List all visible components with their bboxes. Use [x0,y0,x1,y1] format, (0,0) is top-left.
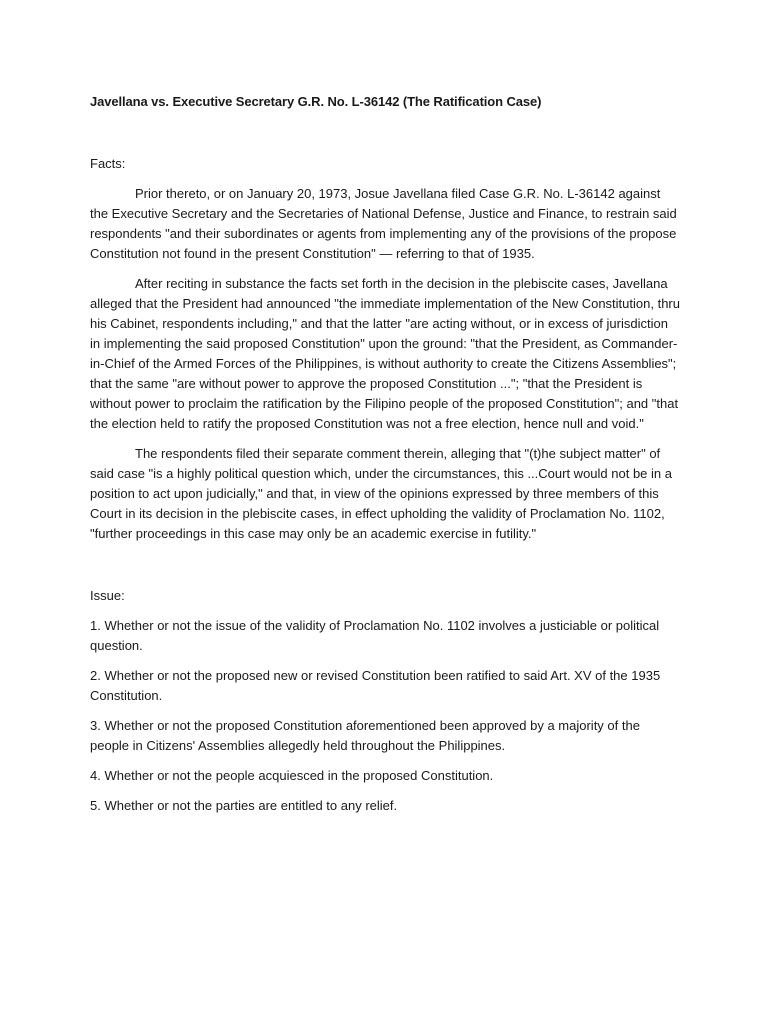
issue-item: 2. Whether or not the proposed new or revised Constitution been ratified to said Art. XV of the 1935 Constitution. [90,668,661,703]
issue-heading: Issue: [90,588,125,603]
document-title: Javellana vs. Executive Secretary G.R. No. L-36142 (The Ratification Case) [90,94,542,109]
issue-item: 1. Whether or not the issue of the validity of Proclamation No. 1102 involves a justiciable or political question. [90,618,660,653]
facts-paragraph: After reciting in substance the facts set forth in the decision in the plebiscite cases, Javellana alleged that the President had announced "the immediate implementation of the New Constitution, thru his Cabinet, respondents including," and that the latter "are acting without, or in excess of jurisdiction in implementing the said proposed Constitution" upon the ground: "that the President, as Commander-in-Chief of the Armed Forces of the Philippines, is without authority to create the Citizens Assemblies"; that the same "are without power to approve the proposed Constitution ..."; "that the President is without power to proclaim the ratification by the Filipino people of the proposed Constitution"; and "that the election held to ratify the proposed Constitution was not a free election, hence null and void." [90,276,680,431]
document-body [90,92,680,826]
facts-paragraph: Prior thereto, or on January 20, 1973, Josue Javellana filed Case G.R. No. L-36142 against the Executive Secretary and the Secretaries of National Defense, Justice and Finance, to restrain said respondents "and their subordinates or agents from implementing any of the provisions of the propose Constitution not found in the present Constitution" — referring to that of 1935. [90,186,677,261]
facts-heading: Facts: [90,156,126,171]
issue-item: 4. Whether or not the people acquiesced in the proposed Constitution. [90,768,494,783]
issue-item: 3. Whether or not the proposed Constitution aforementioned been approved by a majority of the people in Citizens' Assemblies allegedly held throughout the Philippines. [90,718,640,753]
issue-item: 5. Whether or not the parties are entitled to any relief. [90,798,398,813]
facts-paragraph: The respondents filed their separate comment therein, alleging that "(t)he subject matter" of said case "is a highly political question which, under the circumstances, this ...Court would not be in a position to act upon judicially," and that, in view of the opinions expressed by three members of this Court in its decision in the plebiscite cases, in effect upholding the validity of Proclamation No. 1102, "further proceedings in this case may only be an academic exercise in futility." [90,446,672,541]
